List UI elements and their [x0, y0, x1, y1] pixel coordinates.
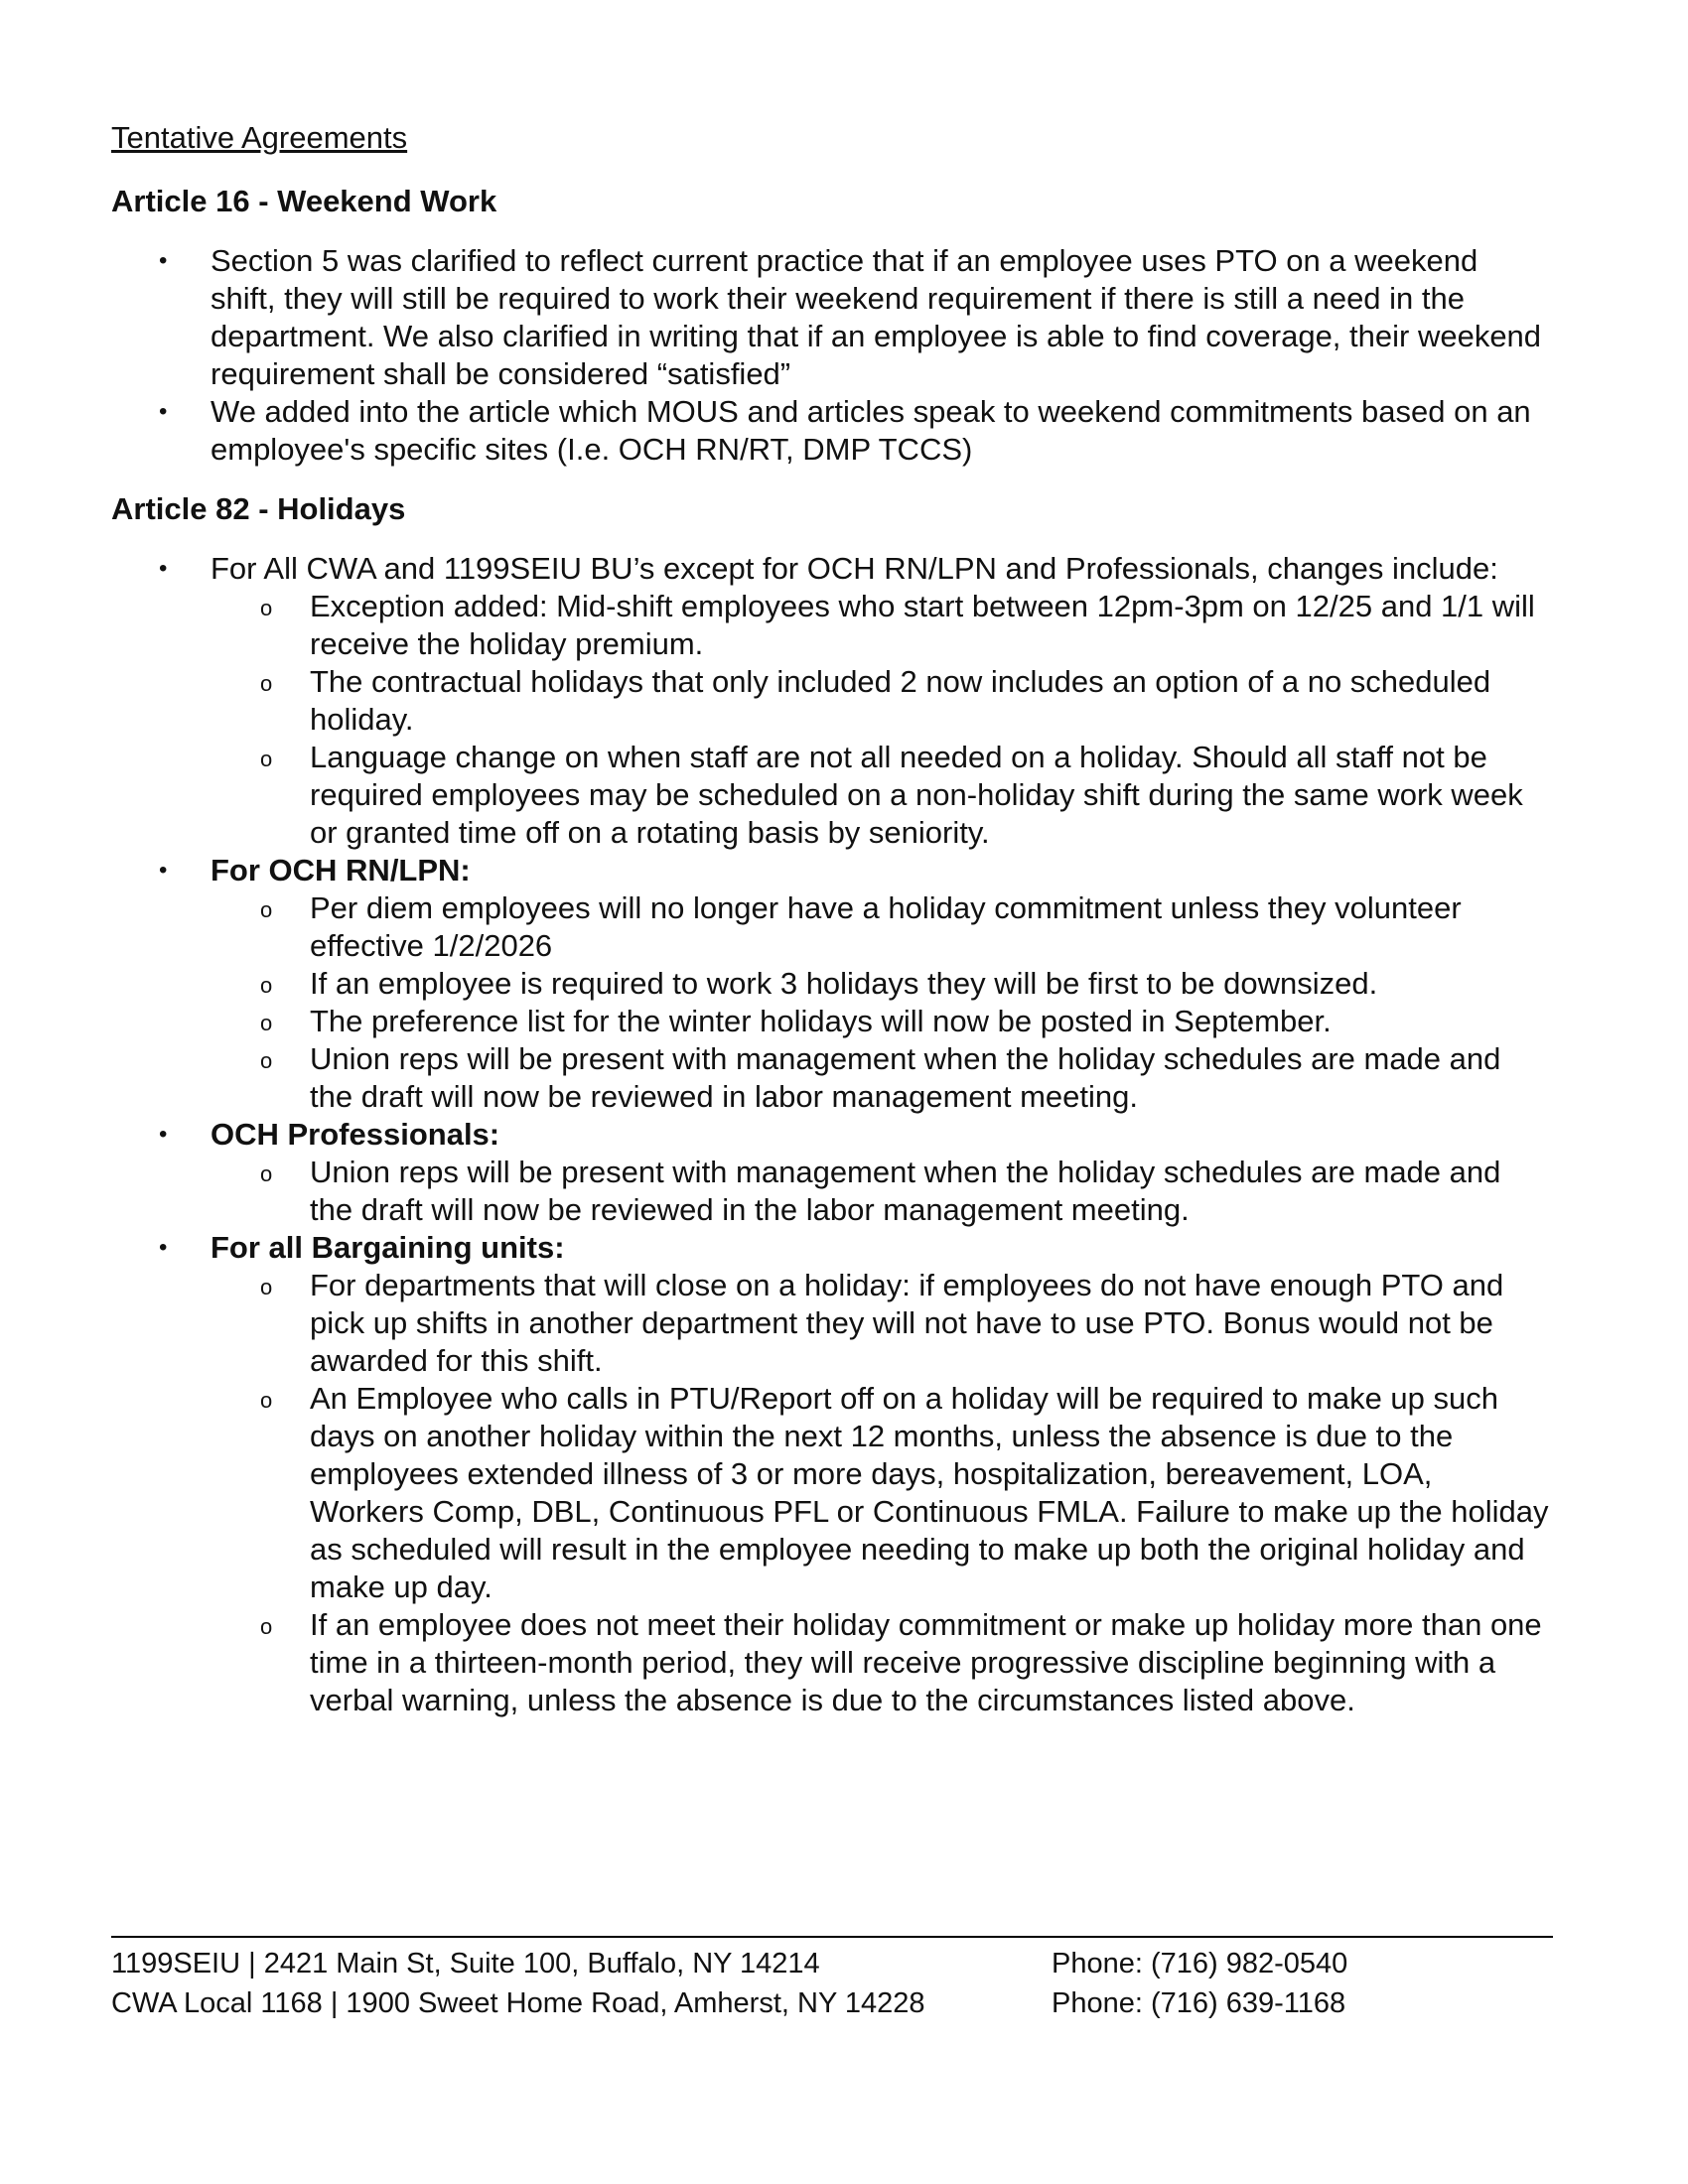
sub-list-item-text: The contractual holidays that only included 2 now includes an option of a no scheduled holiday. — [310, 664, 1491, 737]
footer-address: CWA Local 1168 | 1900 Sweet Home Road, Amherst, NY 14228 — [111, 1987, 925, 2019]
list-item — [111, 852, 1551, 1116]
circle-bullet-icon: o — [260, 1048, 273, 1073]
bullet-icon: • — [159, 1234, 168, 1261]
bullet-icon: • — [159, 1121, 168, 1148]
sub-list-item-text: If an employee is required to work 3 holidays they will be first to be downsized. — [310, 966, 1378, 1001]
circle-bullet-icon: o — [260, 897, 273, 922]
article-16-bullet-list — [111, 242, 1551, 469]
sub-bullet-list — [211, 1267, 1551, 1719]
article-16-heading: Article 16 - Weekend Work — [111, 184, 497, 218]
sub-list-item — [211, 889, 1551, 965]
sub-list-item — [211, 1003, 1551, 1040]
footer-row-cwa — [111, 1983, 1553, 2023]
footer-phone: Phone: (716) 982-0540 — [1052, 1948, 1348, 1979]
list-item — [111, 242, 1551, 393]
circle-bullet-icon: o — [260, 1614, 273, 1639]
footer-row-1199seiu — [111, 1944, 1553, 1983]
sub-list-item — [211, 588, 1551, 663]
footer-phone: Phone: (716) 639-1168 — [1052, 1987, 1346, 2019]
group-label-all-cwa: For All CWA and 1199SEIU BU’s except for OCH RN/LPN and Professionals, changes include: — [211, 551, 1498, 586]
sub-list-item — [211, 663, 1551, 739]
circle-bullet-icon: o — [260, 671, 273, 696]
bullet-icon: • — [159, 857, 168, 884]
sub-list-item-text: Per diem employees will no longer have a holiday commitment unless they volunteer effective 1/2/2026 — [310, 890, 1462, 963]
sub-list-item-text: For departments that will close on a holiday: if employees do not have enough PTO and pick up shifts in another department they will not have to use PTO. Bonus would not be awarded for this shift. — [310, 1268, 1504, 1378]
sub-bullet-list — [211, 588, 1551, 852]
sub-list-item-text: If an employee does not meet their holiday commitment or make up holiday more than one time in a thirteen-month period, they will receive progressive discipline beginning with a verbal warning, unless the absence is due to the circumstances listed above. — [310, 1607, 1542, 1717]
circle-bullet-icon: o — [260, 1275, 273, 1299]
group-label-och-professionals: OCH Professionals: — [211, 1117, 500, 1152]
circle-bullet-icon: o — [260, 596, 273, 620]
footer-address: 1199SEIU | 2421 Main St, Suite 100, Buffalo, NY 14214 — [111, 1948, 820, 1979]
sub-bullet-list — [211, 1154, 1551, 1229]
article-82-heading: Article 82 - Holidays — [111, 491, 406, 526]
sub-list-item — [211, 1267, 1551, 1380]
document-title: Tentative Agreements — [111, 120, 408, 155]
sub-list-item-text: Exception added: Mid-shift employees who start between 12pm-3pm on 12/25 and 1/1 will receive the holiday premium. — [310, 589, 1535, 661]
sub-bullet-list — [211, 889, 1551, 1116]
list-item-text: Section 5 was clarified to reflect current practice that if an employee uses PTO on a weekend shift, they will still be required to work their weekend requirement if there is still a need in the department. We also clarified in writing that if an employee is able to find coverage, their weekend requirement shall be considered “satisfied” — [211, 243, 1542, 391]
sub-list-item — [211, 1606, 1551, 1719]
list-item — [111, 1116, 1551, 1229]
sub-list-item — [211, 965, 1551, 1003]
circle-bullet-icon: o — [260, 1161, 273, 1186]
sub-list-item — [211, 1040, 1551, 1116]
circle-bullet-icon: o — [260, 747, 273, 771]
group-label-all-bargaining-units: For all Bargaining units: — [211, 1230, 565, 1265]
circle-bullet-icon: o — [260, 973, 273, 998]
bullet-icon: • — [159, 398, 168, 425]
sub-list-item — [211, 739, 1551, 852]
article-82-bullet-list — [111, 550, 1551, 1719]
sub-list-item-text: Union reps will be present with management when the holiday schedules are made and the draft will now be reviewed in labor management meeting. — [310, 1041, 1501, 1114]
sub-list-item-text: The preference list for the winter holidays will now be posted in September. — [310, 1004, 1332, 1038]
group-label-och-rn-lpn: For OCH RN/LPN: — [211, 853, 471, 887]
list-item-text: We added into the article which MOUS and articles speak to weekend commitments based on an employee's specific sites (I.e. OCH RN/RT, DMP TCCS) — [211, 394, 1531, 467]
list-item — [111, 1229, 1551, 1719]
sub-list-item — [211, 1380, 1551, 1606]
circle-bullet-icon: o — [260, 1388, 273, 1413]
page-footer — [111, 1936, 1553, 2023]
bullet-icon: • — [159, 555, 168, 582]
sub-list-item-text: Language change on when staff are not all needed on a holiday. Should all staff not be required employees may be scheduled on a non-holiday shift during the same work week or granted time off on a rotating basis by seniority. — [310, 740, 1523, 850]
document-body — [111, 119, 1551, 1741]
list-item — [111, 550, 1551, 852]
sub-list-item-text: An Employee who calls in PTU/Report off on a holiday will be required to make up such days on another holiday within the next 12 months, unless the absence is due to the employees extended illness of 3 or more days, hospitalization, bereavement, LOA, Workers Comp, DBL, Continuous PFL or Continuous FMLA. Failure to make up the holiday as scheduled will result in the employee needing to make up both the original holiday and make up day. — [310, 1381, 1549, 1604]
list-item — [111, 393, 1551, 469]
circle-bullet-icon: o — [260, 1011, 273, 1035]
bullet-icon: • — [159, 247, 168, 274]
sub-list-item-text: Union reps will be present with management when the holiday schedules are made and the draft will now be reviewed in the labor management meeting. — [310, 1155, 1501, 1227]
sub-list-item — [211, 1154, 1551, 1229]
